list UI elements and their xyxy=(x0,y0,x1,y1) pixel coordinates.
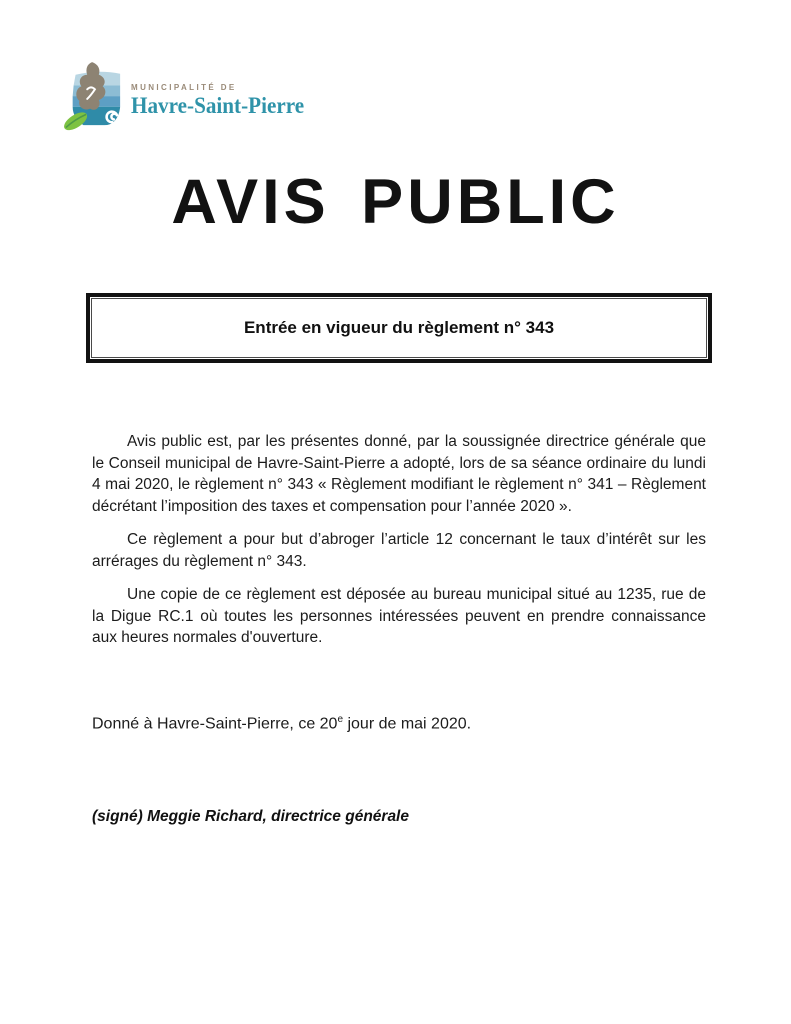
notice-body xyxy=(92,431,706,661)
dateline xyxy=(92,714,471,733)
signature-line: (signé) Meggie Richard, directrice générale xyxy=(92,808,409,825)
notice-subject-label: Entrée en vigueur du règlement n° 343 xyxy=(243,318,555,337)
municipality-logo-icon xyxy=(62,60,124,136)
notice-subject-box xyxy=(86,293,712,363)
notice-paragraph: Ce règlement a pour but d’abroger l’article 12 concernant le taux d’intérêt sur les arrérages du règlement n° 343. xyxy=(92,531,706,570)
logo-tagline: MUNICIPALITÉ DE xyxy=(131,83,237,92)
logo-name: Havre-Saint-Pierre xyxy=(131,93,305,118)
dateline-text: Donné à Havre-Saint-Pierre, ce 20 xyxy=(92,715,338,733)
dateline-text-end: jour de mai 2020. xyxy=(343,715,472,733)
municipality-logo xyxy=(62,60,319,136)
notice-subject-box-inner xyxy=(91,298,707,358)
notice-paragraph: Avis public est, par les présentes donné, par la soussignée directrice générale que le Conseil municipal de Havre-Saint-Pierre a adopté, lors de sa séance ordinaire du lundi 4 mai 2020, le règlement n° 343 « Règlement modifiant le règlement n° 341 – Règlement décrétant l’imposition des taxes et compensation pour l’année 2020 ». xyxy=(92,433,706,515)
dateline-ordinal-superscript: e xyxy=(337,714,344,725)
notice-paragraph: Une copie de ce règlement est déposée au bureau municipal situé au 1235, rue de la Digue RC.1 où toutes les personnes intéressées peuvent en prendre connaissance aux heures normales d'ouverture. xyxy=(92,586,706,646)
page-title: AVIS PUBLIC xyxy=(171,167,620,237)
logo-text xyxy=(131,83,319,119)
